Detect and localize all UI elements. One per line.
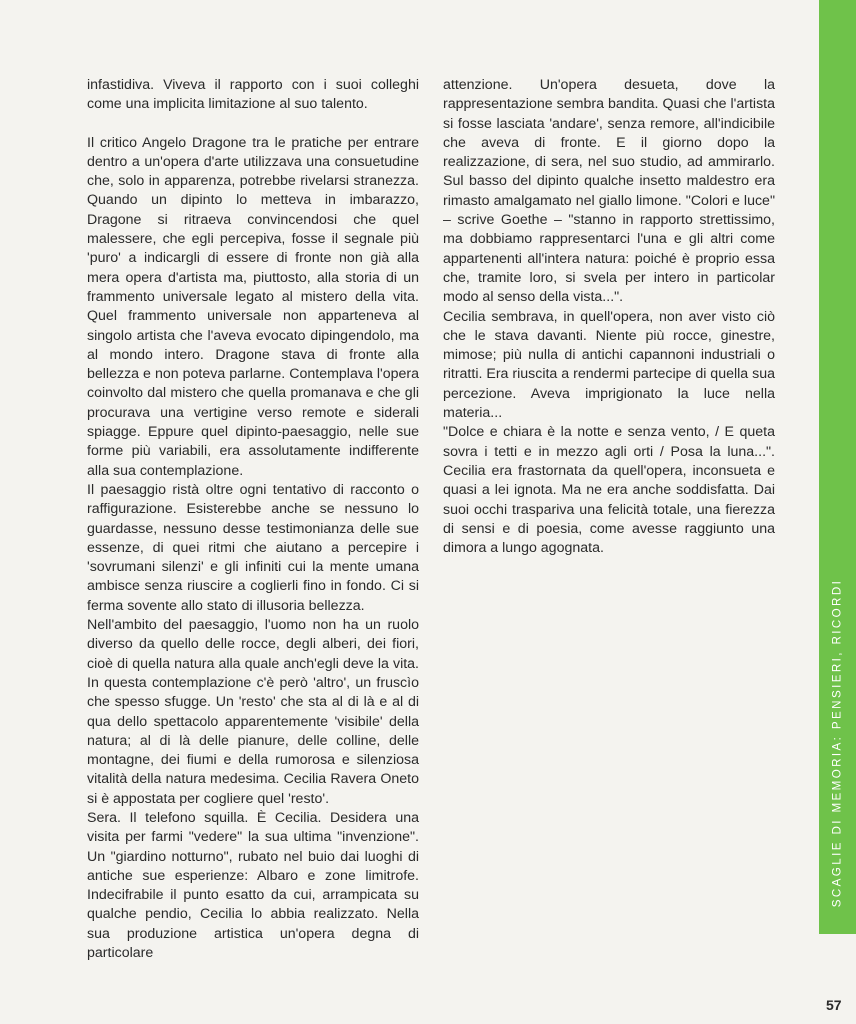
paragraph: infastidiva. Viveva il rapporto con i suoi colleghi come una implicita limitazione al suo talento. [87, 77, 419, 113]
paragraph: Il critico Angelo Dragone tra le pratiche per entrare dentro a un'opera d'arte utilizzava una consuetudine che, solo in apparenza, potrebbe rivelarsi stranezza. Quando un dipinto lo metteva in imbarazzo, Dragone si ritraeva convincendosi che quel malessere, che egli percepiva, fosse il segnale più 'puro' a indicargli di essere di fronte non già alla mera opera d'artista ma, piuttosto, alla storia di un frammento universale legato al mistero della vita. Quel frammento universale non apparteneva al singolo artista che l'aveva evocato dipingendolo, ma al mondo intero. Dragone stava di fronte alla bellezza e non poteva parlarne. Contemplava l'opera coinvolto dal mistero che quella promanava e che gli procurava una vertigine verso remote e siderali spiagge. Eppure quel dipinto-paesaggio, nelle sue forme più variabili, era assolutamente indifferente alla sua contemplazione. [87, 134, 419, 479]
page-number: 57 [826, 997, 842, 1013]
paragraph: Nell'ambito del paesaggio, l'uomo non ha un ruolo diverso da quello delle rocce, degli alberi, dei fiori, cioè di quella natura alla quale anch'egli deve la vita. In questa contemplazione c'è però 'altro', un fruscìo che spesso sfugge. Un 'resto' che sta al di là e al di qua dello spettacolo apparentemente 'visibile' della natura; al di là delle pianure, delle colline, delle montagne, dei fiumi e della rumorosa e silenziosa vitalità della natura medesima. Cecilia Ravera Oneto si è appostata per cogliere quel 'resto'. [87, 617, 419, 807]
paragraph: Sera. Il telefono squilla. È Cecilia. Desidera una visita per farmi "vedere" la sua ultima "invenzione". Un "giardino notturno", rubato nel buio dai luoghi di antiche sue esperienze: Albaro e zone limitrofe. Indecifrabile il punto esatto da cui, arrampicata su qualche pendio, Cecilia lo abbia realizzato. Nella sua produzione artistica un'opera degna di particolare [87, 809, 419, 962]
paragraph: Il paesaggio ristà oltre ogni tentativo di racconto o raffigurazione. Esisterebbe anche se nessuno lo guardasse, nessuno desse testimonianza delle sue essenze, di quei ritmi che aiutano a percepire i 'sovrumani silenzi' e gli infiniti cui la mente umana ambisce senza riuscire a coglierli fino in fondo. Ci si ferma sovente allo stato di illusoria bellezza. [87, 481, 419, 614]
section-label: SCAGLIE DI MEMORIA: PENSIERI, RICORDI [830, 578, 844, 908]
paragraph: "Dolce e chiara è la notte e senza vento, / E queta sovra i tetti e in mezzo agli orti / Posa la luna...". Cecilia era frastornata da quell'opera, inconsueta e quasi a lei ignota. Ma ne era anche soddisfatta. Dai suoi occhi traspariva una felicità totale, una fierezza di sensi e di poesia, come avesse raggiunto una dimora a lungo agognata. [443, 424, 775, 557]
left-text-column [87, 76, 419, 963]
paragraph: attenzione. Un'opera desueta, dove la rappresentazione sembra bandita. Quasi che l'artista si fosse lasciata 'andare', senza remore, all'indicibile che aveva di fronte. E il giorno dopo la realizzazione, di sera, nel suo studio, ad ammirarlo. Sul basso del dipinto qualche insetto maldestro era rimasto amalgamato nel giallo limone. "Colori e luce" – scrive Goethe – "stanno in rapporto strettissimo, ma dobbiamo rappresentarci l'una e gli altri come appartenenti all'intera natura: poiché è proprio essa che, tramite loro, si svela per intero in particolar modo al senso della vista...". [443, 77, 775, 306]
paragraph: Cecilia sembrava, in quell'opera, non aver visto ciò che le stava davanti. Niente più rocce, ginestre, mimose; più nulla di antichi capannoni industriali o ritratti. Era riuscita a rendermi partecipe di quella sua percezione. Aveva imprigionato la luce nella materia... [443, 308, 775, 422]
right-text-column [443, 76, 775, 558]
